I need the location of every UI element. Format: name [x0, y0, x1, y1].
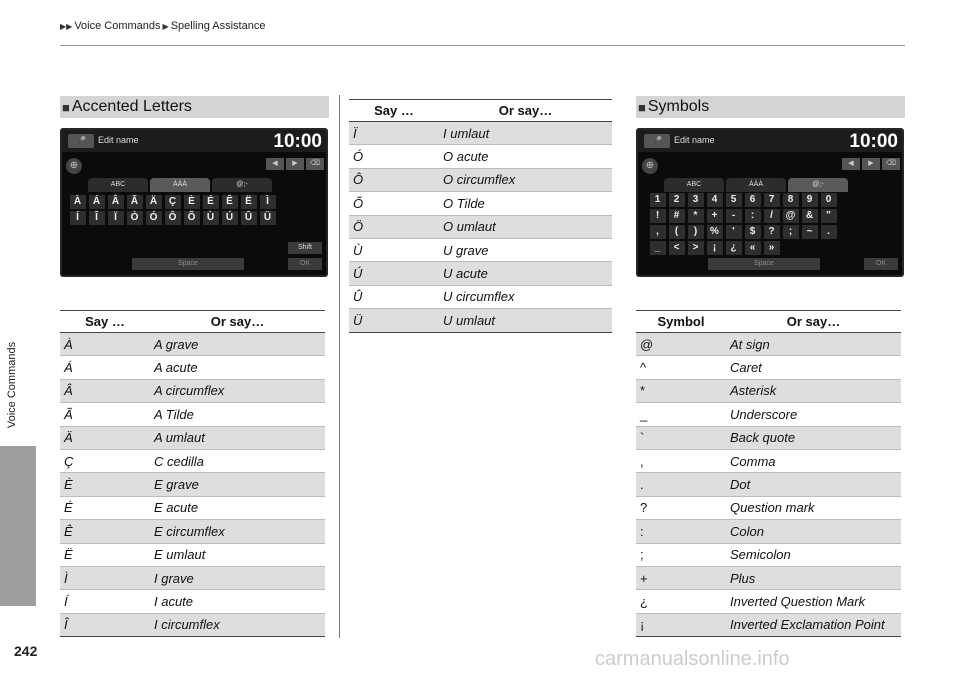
- breadcrumb-separator-icon: ▶: [162, 21, 169, 31]
- voice-back-icon: 🎤: [644, 134, 670, 148]
- watermark: carmanualsonline.info: [595, 648, 790, 670]
- keyboard-key: (: [669, 225, 685, 239]
- keyboard-key: Â: [108, 195, 124, 209]
- keyboard-key: À: [70, 195, 86, 209]
- or-say-cell: Caret: [726, 356, 901, 379]
- or-say-cell: C cedilla: [150, 449, 325, 472]
- cursor-left-icon: ◀: [842, 158, 860, 170]
- keyboard-key: Ú: [222, 211, 238, 225]
- keyboard-key: Ê: [222, 195, 238, 209]
- or-say-cell: O acute: [439, 145, 612, 168]
- screen-accented-keyboard: [60, 128, 328, 277]
- keyboard-key: 2: [669, 193, 685, 207]
- keyboard-key: 1: [650, 193, 666, 207]
- table-row: [60, 403, 325, 426]
- accented-table-2: [349, 99, 612, 333]
- keyboard-key: «: [745, 241, 761, 255]
- col-header-symbol: Symbol: [636, 311, 726, 333]
- table-row: [60, 613, 325, 636]
- screen-title: Edit name: [98, 135, 139, 145]
- keyboard-key: ?: [764, 225, 780, 239]
- section-heading-symbols: [636, 96, 905, 118]
- section-marker-icon: ■: [62, 99, 70, 115]
- keyboard-key: ): [688, 225, 704, 239]
- table-row: [349, 262, 612, 285]
- or-say-cell: Dot: [726, 473, 901, 496]
- or-say-cell: Asterisk: [726, 379, 901, 402]
- table-row: [636, 449, 901, 472]
- keyboard-key: Á: [89, 195, 105, 209]
- keyboard-key: !: [650, 209, 666, 223]
- say-cell: Á: [60, 356, 150, 379]
- table-row: [60, 590, 325, 613]
- col-header-or-say: Or say…: [150, 311, 325, 333]
- keyboard-key: 5: [726, 193, 742, 207]
- or-say-cell: E acute: [150, 496, 325, 519]
- say-cell: Â: [60, 379, 150, 402]
- say-cell: Ì: [60, 566, 150, 589]
- or-say-cell: I umlaut: [439, 122, 612, 145]
- delete-icon: ⌫: [306, 158, 324, 170]
- keyboard-key: Ù: [203, 211, 219, 225]
- screen-clock: 10:00: [849, 131, 898, 152]
- symbol-cell: ,: [636, 449, 726, 472]
- table-row: [636, 356, 901, 379]
- keyboard-key: :: [745, 209, 761, 223]
- col-header-or-say: Or say…: [726, 311, 901, 333]
- keyboard-key: ": [821, 209, 837, 223]
- keyboard-key: *: [688, 209, 704, 223]
- or-say-cell: Semicolon: [726, 543, 901, 566]
- keyboard-key: 0: [821, 193, 837, 207]
- or-say-cell: Colon: [726, 520, 901, 543]
- keyboard-key: _: [650, 241, 666, 255]
- table-row: [349, 168, 612, 191]
- table-row: [636, 566, 901, 589]
- keyboard-key: /: [764, 209, 780, 223]
- cursor-right-icon: ▶: [862, 158, 880, 170]
- say-cell: Ä: [60, 426, 150, 449]
- keyboard-key: ;: [783, 225, 799, 239]
- say-cell: Ã: [60, 403, 150, 426]
- table-row: [60, 449, 325, 472]
- say-cell: Û: [349, 285, 439, 308]
- symbol-cell: +: [636, 566, 726, 589]
- breadcrumb-parent: Voice Commands: [74, 20, 161, 32]
- table-row: [60, 496, 325, 519]
- keyboard-key: 4: [707, 193, 723, 207]
- or-say-cell: I grave: [150, 566, 325, 589]
- col-header-say: Say …: [349, 100, 439, 122]
- keyboard-key: +: [707, 209, 723, 223]
- keyboard-key: >: [688, 241, 704, 255]
- screen-tab-symbols: @;-: [212, 178, 272, 192]
- symbol-cell: ?: [636, 496, 726, 519]
- keyboard-key: $: [745, 225, 761, 239]
- symbol-cell: ^: [636, 356, 726, 379]
- table-row: [60, 333, 325, 356]
- ok-key: OK: [864, 258, 898, 270]
- side-tab-marker: [0, 446, 36, 606]
- col-header-or-say: Or say…: [439, 100, 612, 122]
- or-say-cell: At sign: [726, 333, 901, 356]
- cursor-left-icon: ◀: [266, 158, 284, 170]
- cursor-right-icon: ▶: [286, 158, 304, 170]
- table-row: [349, 309, 612, 332]
- keyboard-key: Ï: [108, 211, 124, 225]
- screen-tab-symbols: @;-: [788, 178, 848, 192]
- table-row: [636, 520, 901, 543]
- keyboard-key: Ç: [165, 195, 181, 209]
- screen-clock: 10:00: [273, 131, 322, 152]
- keyboard-key: Ò: [127, 211, 143, 225]
- keyboard-key: <: [669, 241, 685, 255]
- keyboard-key: 7: [764, 193, 780, 207]
- keyboard-key: Õ: [184, 211, 200, 225]
- keyboard-key: ¡: [707, 241, 723, 255]
- globe-icon: ⊕: [642, 158, 658, 174]
- or-say-cell: I circumflex: [150, 613, 325, 636]
- table-row: [636, 473, 901, 496]
- or-say-cell: Question mark: [726, 496, 901, 519]
- keyboard-key: É: [203, 195, 219, 209]
- or-say-cell: A acute: [150, 356, 325, 379]
- say-cell: Ö: [349, 215, 439, 238]
- say-cell: Ù: [349, 238, 439, 261]
- table-row: [60, 520, 325, 543]
- keyboard-key: ': [726, 225, 742, 239]
- say-cell: Ë: [60, 543, 150, 566]
- table-row: [636, 613, 901, 636]
- keyboard-key: Ã: [127, 195, 143, 209]
- delete-icon: ⌫: [882, 158, 900, 170]
- table-row: [636, 426, 901, 449]
- table-row: [636, 496, 901, 519]
- table-row: [636, 333, 901, 356]
- or-say-cell: U acute: [439, 262, 612, 285]
- or-say-cell: O circumflex: [439, 168, 612, 191]
- say-cell: Î: [60, 613, 150, 636]
- keyboard-key: 8: [783, 193, 799, 207]
- or-say-cell: E grave: [150, 473, 325, 496]
- keyboard-key: .: [821, 225, 837, 239]
- breadcrumb-current: Spelling Assistance: [170, 20, 266, 32]
- table-row: [349, 285, 612, 308]
- table-row: [60, 473, 325, 496]
- keyboard-key: 3: [688, 193, 704, 207]
- say-cell: É: [60, 496, 150, 519]
- keyboard-key: @: [783, 209, 799, 223]
- breadcrumb: [60, 20, 265, 32]
- keyboard-key: Î: [89, 211, 105, 225]
- or-say-cell: E circumflex: [150, 520, 325, 543]
- space-key: Space: [708, 258, 820, 270]
- keyboard-key: Ë: [241, 195, 257, 209]
- say-cell: È: [60, 473, 150, 496]
- space-key: Space: [132, 258, 244, 270]
- or-say-cell: A umlaut: [150, 426, 325, 449]
- section-heading-accented: [60, 96, 329, 118]
- ok-key: OK: [288, 258, 322, 270]
- table-row: [636, 379, 901, 402]
- say-cell: Í: [60, 590, 150, 613]
- keyboard-key: 6: [745, 193, 761, 207]
- keyboard-key: ¿: [726, 241, 742, 255]
- keyboard-key: ,: [650, 225, 666, 239]
- keyboard-key: ~: [802, 225, 818, 239]
- keyboard-key: È: [184, 195, 200, 209]
- accented-key-grid: [68, 194, 283, 226]
- say-cell: À: [60, 333, 150, 356]
- keyboard-key: »: [764, 241, 780, 255]
- say-cell: Ü: [349, 309, 439, 332]
- table-row: [349, 145, 612, 168]
- table-row: [60, 426, 325, 449]
- or-say-cell: A circumflex: [150, 379, 325, 402]
- table-row: [636, 403, 901, 426]
- section-marker-icon: ■: [638, 99, 646, 115]
- section-title: Symbols: [647, 98, 710, 115]
- keyboard-key: Ô: [165, 211, 181, 225]
- or-say-cell: Inverted Exclamation Point: [726, 613, 901, 636]
- table-row: [60, 543, 325, 566]
- or-say-cell: U circumflex: [439, 285, 612, 308]
- say-cell: Ç: [60, 449, 150, 472]
- or-say-cell: Back quote: [726, 426, 901, 449]
- table-row: [60, 379, 325, 402]
- page-number: 242: [14, 643, 38, 659]
- say-cell: Õ: [349, 192, 439, 215]
- table-row: [636, 543, 901, 566]
- table-row: [349, 192, 612, 215]
- globe-icon: ⊕: [66, 158, 82, 174]
- say-cell: Ï: [349, 122, 439, 145]
- keyboard-key: Ü: [260, 211, 276, 225]
- keyboard-key: Ì: [260, 195, 276, 209]
- side-tab-label: Voice Commands: [6, 341, 18, 429]
- symbol-cell: @: [636, 333, 726, 356]
- screen-tab-abc: ABC: [88, 178, 148, 192]
- keyboard-key: Ä: [146, 195, 162, 209]
- screen-symbols-keyboard: [636, 128, 904, 277]
- accented-table-1: [60, 310, 325, 637]
- keyboard-key: 9: [802, 193, 818, 207]
- symbol-cell: ;: [636, 543, 726, 566]
- or-say-cell: O umlaut: [439, 215, 612, 238]
- table-row: [349, 215, 612, 238]
- table-row: [636, 590, 901, 613]
- symbol-cell: ¿: [636, 590, 726, 613]
- keyboard-key: #: [669, 209, 685, 223]
- screen-tab-accented: ÀÀÀ: [150, 178, 210, 192]
- keyboard-key: &: [802, 209, 818, 223]
- keyboard-key: Í: [70, 211, 86, 225]
- keyboard-key: -: [726, 209, 742, 223]
- symbol-cell: :: [636, 520, 726, 543]
- keyboard-key: Ó: [146, 211, 162, 225]
- symbol-cell: .: [636, 473, 726, 496]
- or-say-cell: U umlaut: [439, 309, 612, 332]
- table-row: [60, 356, 325, 379]
- symbol-cell: _: [636, 403, 726, 426]
- keyboard-key: %: [707, 225, 723, 239]
- table-row: [349, 238, 612, 261]
- section-title: Accented Letters: [71, 98, 192, 115]
- say-cell: Ê: [60, 520, 150, 543]
- or-say-cell: I acute: [150, 590, 325, 613]
- symbols-table: [636, 310, 901, 637]
- symbol-cell: `: [636, 426, 726, 449]
- voice-back-icon: 🎤: [68, 134, 94, 148]
- or-say-cell: A Tilde: [150, 403, 325, 426]
- or-say-cell: Underscore: [726, 403, 901, 426]
- say-cell: Ó: [349, 145, 439, 168]
- col-header-say: Say …: [60, 311, 150, 333]
- say-cell: Ú: [349, 262, 439, 285]
- table-row: [349, 122, 612, 145]
- screen-title: Edit name: [674, 135, 715, 145]
- or-say-cell: A grave: [150, 333, 325, 356]
- header-rule: [60, 45, 905, 46]
- or-say-cell: Plus: [726, 566, 901, 589]
- shift-key: Shift: [288, 242, 322, 254]
- symbol-cell: *: [636, 379, 726, 402]
- or-say-cell: U grave: [439, 238, 612, 261]
- or-say-cell: E umlaut: [150, 543, 325, 566]
- table-row: [60, 566, 325, 589]
- column-divider: [339, 95, 340, 638]
- breadcrumb-arrow-icon: ▶▶: [60, 21, 73, 31]
- or-say-cell: Inverted Question Mark: [726, 590, 901, 613]
- say-cell: Ô: [349, 168, 439, 191]
- symbol-cell: ¡: [636, 613, 726, 636]
- or-say-cell: O Tilde: [439, 192, 612, 215]
- screen-tab-abc: ABC: [664, 178, 724, 192]
- or-say-cell: Comma: [726, 449, 901, 472]
- screen-tab-accented: ÀÀÀ: [726, 178, 786, 192]
- keyboard-key: Û: [241, 211, 257, 225]
- symbol-key-grid: [648, 192, 848, 256]
